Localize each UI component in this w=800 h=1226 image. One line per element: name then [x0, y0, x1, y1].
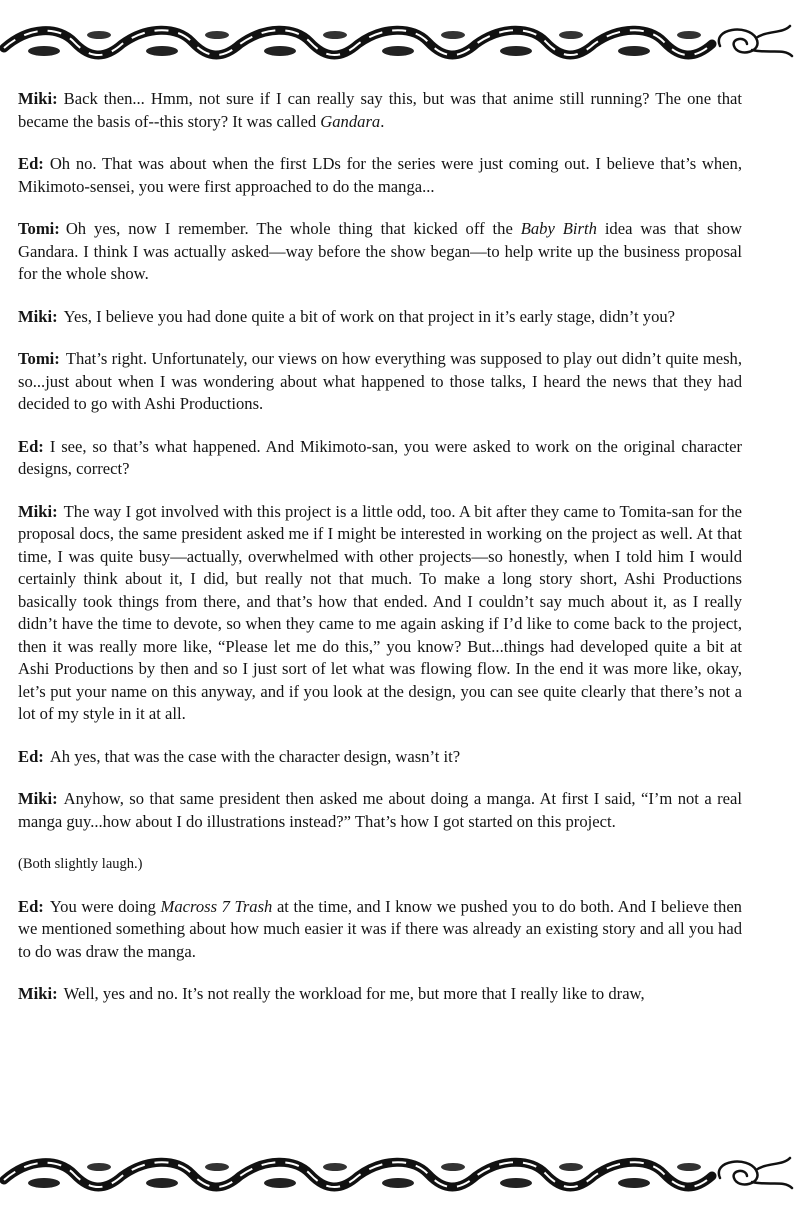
dialogue-paragraph: [18, 218, 742, 286]
dialogue-text: Ah yes, that was the case with the character design, wasn’t it?: [49, 746, 461, 766]
dialogue-paragraph: [18, 436, 742, 481]
dialogue-text: Anyhow, so that same president then asked me about doing a manga. At first I said, “I’m not a real manga guy...how about I do illustrations instead?” That’s how I got started on this project.: [18, 789, 742, 831]
dialogue-text: That’s right. Unfortunately, our views on how everything was supposed to play out didn’t quite mesh, so...just about when I was wondering about what happened to those talks, I heard the news that they had decided to go with Ashi Productions.: [18, 349, 742, 413]
speaker-label: Tomi:: [18, 219, 60, 238]
dialogue-paragraph: [18, 983, 742, 1006]
speaker-label: Miki:: [18, 984, 58, 1003]
dialogue-text: Oh yes, now I remember. The whole thing that kicked off the: [65, 219, 521, 238]
dialogue-text: Oh no. That was about when the first LDs for the series were just coming out. I believe that’s when, Mikimoto-sensei, you were first approached to do the manga...: [18, 154, 742, 196]
dialogue-paragraph: [18, 306, 742, 329]
speaker-label: Miki:: [18, 501, 58, 521]
dialogue-text: idea was that show Gandara. I think I was actually asked—way before the show began—to help write up the business proposal for the whole show.: [18, 219, 742, 283]
dialogue-text: Back then... Hmm, not sure if I can really say this, but was that anime still running? The one that became the basis of--this story? It was called: [18, 89, 742, 131]
decorative-border-top: [0, 18, 800, 68]
title-italic: Macross 7 Trash: [160, 896, 273, 916]
dialogue-paragraph: [18, 501, 742, 726]
speaker-label: Ed:: [18, 154, 44, 173]
speaker-label: Ed:: [18, 896, 44, 916]
speaker-label: Miki:: [18, 789, 58, 808]
dialogue-paragraph: [18, 746, 742, 769]
dialogue-paragraph: [18, 788, 742, 833]
speaker-label: Miki:: [18, 306, 58, 326]
dialogue-paragraph: [18, 153, 742, 198]
dialogue-text: Well, yes and no. It’s not really the workload for me, but more that I really like to draw,: [63, 984, 645, 1003]
decorative-border-bottom: [0, 1150, 800, 1200]
dialogue-text: .: [380, 111, 385, 131]
interview-transcript: [18, 88, 742, 1026]
speaker-label: Miki:: [18, 89, 58, 108]
dialogue-text: I see, so that’s what happened. And Mikimoto-san, you were asked to work on the original character designs, correct?: [18, 436, 742, 478]
dialogue-text: at the time, and I know we pushed you to do both. And I believe then we mentioned something about how much easier it was if there was already an existing story and all you had to do was draw the manga.: [18, 896, 742, 961]
speaker-label: Ed:: [18, 746, 44, 766]
speaker-label: Tomi:: [18, 349, 60, 368]
dialogue-text: You were doing: [49, 896, 161, 916]
speaker-label: Ed:: [18, 436, 44, 456]
stage-direction: [18, 853, 742, 876]
dialogue-text: Yes, I believe you had done quite a bit of work on that project in it’s early stage, didn’t you?: [63, 306, 676, 326]
dialogue-paragraph: [18, 348, 742, 416]
dialogue-text: The way I got involved with this project is a little odd, too. A bit after they came to Tomita-san for the proposal docs, the same president asked me if I might be interested in working on the project as well. At that time, I was quite busy—actually, overwhelmed with other projects—so honestly, when I told him I would certainly think about it, I did, but really not that much. To make a long story short, Ashi Productions basically took things from there, and that’s how that ended. And I couldn’t say much about it, as I really didn’t have the time to devote, so when they came to me again asking if I’d like to come back to the project, then it was really more like, “Please let me do this,” you know? But...things had developed quite a bit at Ashi Productions by then and so I just sort of let what was flowing flow. In the end it was more like, okay, let’s put your name on this anyway, and if you look at the design, you can see quite clearly that there’s not a lot of my style in it at all.: [18, 501, 742, 723]
dialogue-paragraph: [18, 88, 742, 133]
title-italic: Gandara: [320, 111, 381, 131]
stage-direction-text: (Both slightly laugh.): [18, 856, 143, 872]
title-italic: Baby Birth: [520, 219, 597, 238]
dialogue-paragraph: [18, 896, 742, 964]
